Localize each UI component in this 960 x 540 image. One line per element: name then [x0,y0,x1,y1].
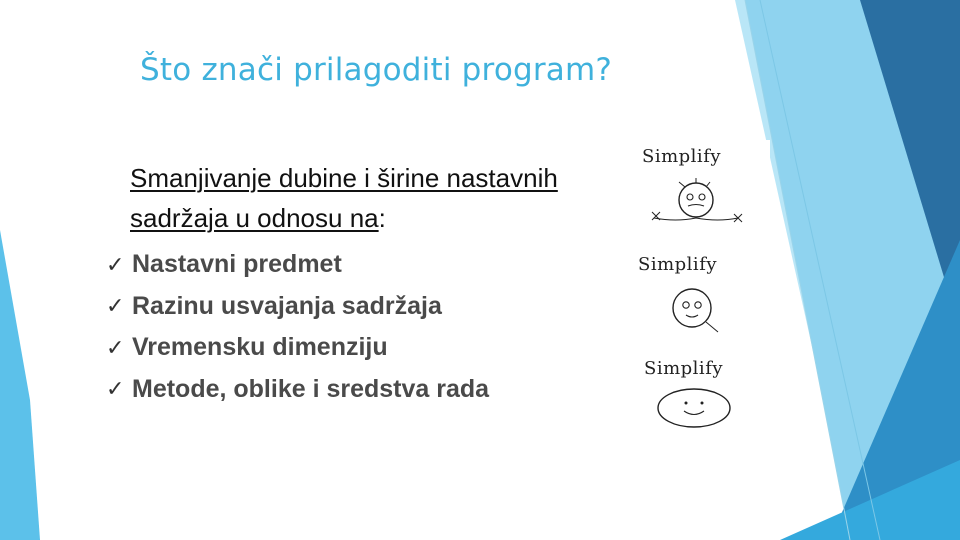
checklist [106,244,489,410]
intro-line-2-underlined: sadržaja u odnosu na [130,203,379,233]
list-item-label: Nastavni predmet [132,250,342,279]
left-accent-triangle [0,230,40,540]
simplify-panel-3 [634,344,770,432]
list-item [106,286,489,328]
panel-3-label: Simplify [644,358,724,379]
simplest-face-icon [652,384,752,432]
slide-title: Što znači prilagoditi program? [140,52,613,88]
intro-text [130,158,610,238]
checkmark-icon: ✓ [106,376,125,402]
panel-2-label: Simplify [638,254,718,275]
intro-line-2-colon: : [378,203,386,233]
intro-line-2 [130,198,610,238]
list-item-label: Razinu usvajanja sadržaja [132,291,442,320]
list-item [106,327,489,369]
checkmark-icon: ✓ [106,293,125,319]
list-item-label: Metode, oblike i sredstva rada [132,374,490,403]
simplify-panel-1 [634,140,770,240]
panel-1-label: Simplify [642,146,722,167]
list-item [106,244,489,286]
list-item-label: Vremensku dimenziju [132,333,388,362]
simpler-face-icon [646,282,756,340]
list-item [106,369,489,411]
checkmark-icon: ✓ [106,251,125,277]
checkmark-icon: ✓ [106,334,125,360]
intro-line-1: Smanjivanje dubine i širine nastavnih [130,163,558,193]
simplify-illustration [634,140,770,432]
simplify-panel-2 [634,244,770,340]
complex-face-icon [646,172,756,234]
